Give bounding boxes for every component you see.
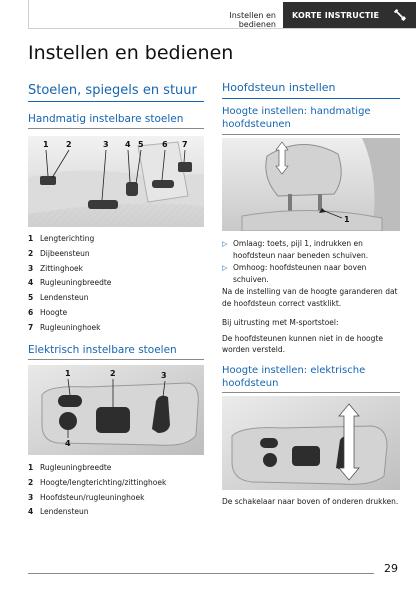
electric-seat-callout-1: 1	[65, 369, 71, 378]
manual-seat-callout-7: 7	[182, 140, 188, 149]
manual-headrest-callout-1: 1	[344, 215, 350, 224]
manual-seat-legend	[28, 232, 204, 336]
footer-rule	[28, 573, 374, 574]
subsection-title-manual-seats: Handmatig instelbare stoelen	[28, 113, 184, 125]
list-item: 4 Lendensteun	[28, 507, 89, 517]
page-title: Instellen en bedienen	[28, 42, 234, 64]
subsection-rule-electric-headrest	[222, 392, 400, 393]
electric-seat-legend	[28, 461, 204, 520]
msport-label: Bij uitrusting met M-sportstoel:	[222, 318, 339, 327]
header-badge-label: KORTE INSTRUCTIE	[292, 11, 380, 20]
subsection-title-electric-seats: Elektrisch instelbare stoelen	[28, 344, 177, 356]
list-item: 2 Hoogte/lengterichting/zittinghoek	[28, 477, 167, 487]
electric-headrest-caption: De schakelaar naar boven of onderen drukken.	[222, 497, 399, 506]
electric-seat-controls-image	[28, 365, 204, 455]
subsection-title-manual-headrest: Hoogte instellen: handmatige hoofdsteunen	[222, 106, 371, 130]
subsection-rule-manual-seats	[28, 128, 204, 129]
electric-seat-callout-4: 4	[65, 439, 71, 448]
list-item: 1 Lengterichting	[28, 234, 95, 243]
list-item: 2 Dijbeensteun	[28, 248, 90, 258]
headrest-instructions	[222, 238, 400, 356]
triangle-bullet-icon: ▷	[222, 240, 228, 248]
list-item: 3 Hoofdsteun/rugleuninghoek	[28, 492, 145, 502]
page-number: 29	[384, 562, 398, 575]
subsection-title-electric-headrest: Hoogte instellen: elektrische hoofdsteun	[222, 365, 366, 389]
electric-seat-callout-3: 3	[161, 371, 167, 380]
electric-seat-callout-2: 2	[110, 369, 116, 378]
manual-seat-callout-3: 3	[103, 140, 109, 149]
list-item: 7 Rugleuninghoek	[28, 322, 101, 332]
manual-seat-callout-5: 5	[138, 140, 144, 149]
manual-seat-callout-1: 1	[43, 140, 49, 149]
section-title-headrest: Hoofdsteun instellen	[222, 81, 336, 94]
list-item: 6 Hoogte	[28, 307, 68, 317]
msport-text: De hoofdsteunen kunnen niet in de hoogte worden versteld.	[222, 333, 383, 354]
manual-seat-callout-2: 2	[66, 140, 72, 149]
header-section-title: Instellen en bedienen	[229, 11, 276, 29]
subsection-rule-manual-headrest	[222, 134, 400, 135]
headrest-note: Na de instelling van de hoogte garanderen dat de hoofdsteun correct vastklikt.	[222, 287, 398, 308]
manual-seat-callout-6: 6	[162, 140, 168, 149]
section-title-seats: Stoelen, spiegels en stuur	[28, 83, 197, 98]
list-item: 1 Rugleuningbreedte	[28, 463, 112, 472]
list-item: 4 Rugleuningbreedte	[28, 278, 112, 288]
triangle-bullet-icon: ▷	[222, 264, 228, 272]
bullet-item-down: ▷ Omlaag: toets, pijl 1, indrukken en hoofdsteun naar beneden schuiven.	[222, 239, 369, 260]
manual-seat-controls-image	[28, 136, 204, 227]
subsection-rule-electric-seats	[28, 359, 204, 360]
section-rule-headrest	[222, 98, 400, 99]
wrench-icon	[393, 7, 407, 21]
section-rule-seats	[28, 101, 204, 102]
bullet-item-up: ▷ Omhoog: hoofdsteunen naar boven schuiven.	[222, 263, 367, 284]
manual-seat-callout-4: 4	[125, 140, 131, 149]
list-item: 5 Lendensteun	[28, 293, 89, 303]
electric-headrest-image	[222, 396, 400, 490]
header-divider	[28, 0, 29, 28]
manual-headrest-image	[222, 138, 400, 231]
list-item: 3 Zittinghoek	[28, 263, 84, 273]
